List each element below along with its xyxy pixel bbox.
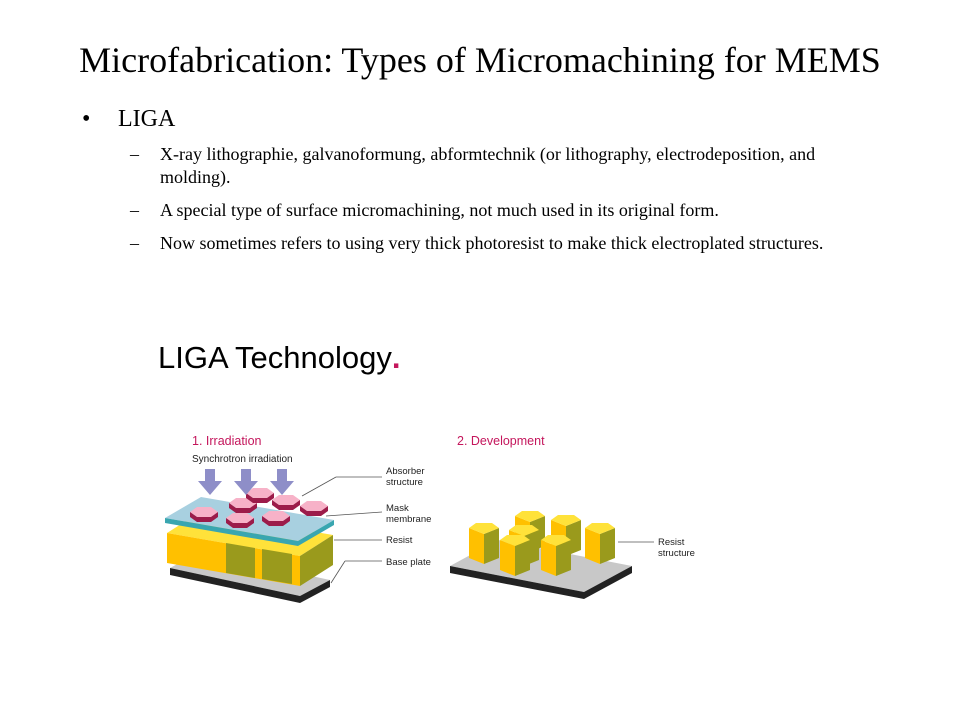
label-resist-structure-line: Resist <box>658 537 685 548</box>
label-base-plate: Base plate <box>386 557 431 568</box>
sub-bullet-text: A special type of surface micromachining, not much used in its original form. <box>160 200 719 220</box>
figure-heading-dot: . <box>391 340 401 375</box>
sub-bullet-dash: – <box>130 233 139 253</box>
label-second-line: structure <box>658 548 695 559</box>
figure-heading-text: LIGA Technology <box>158 340 392 375</box>
step1-subtitle: Synchrotron irradiation <box>192 454 293 465</box>
sub-bullet-text: X-ray lithographie, galvanoformung, abformtechnik (or lithography, electrodeposition, and molding). <box>160 144 816 187</box>
label-second-line: structure <box>386 477 423 488</box>
irradiation-arrows <box>198 469 294 495</box>
sub-bullet-dash: – <box>130 200 139 220</box>
label-absorber-line: Absorber <box>386 466 425 477</box>
label-resist-structure <box>658 537 695 559</box>
slide-title: Microfabrication: Types of Micromachining for MEMS <box>79 40 881 80</box>
sub-bullet-text: Now sometimes refers to using very thick photoresist to make thick electroplated structures. <box>160 233 824 253</box>
step1-title: 1. Irradiation <box>192 434 262 448</box>
step2-title: 2. Development <box>457 434 545 448</box>
label-resist: Resist <box>386 535 413 546</box>
bullet-text: LIGA <box>118 106 176 132</box>
label-second-line: membrane <box>386 514 432 525</box>
label-absorber-structure <box>386 466 427 488</box>
sub-bullet-dash: – <box>130 144 139 164</box>
step1-labels <box>386 466 431 568</box>
label-mask-membrane <box>386 503 431 525</box>
label-mask-line: Mask <box>386 503 409 514</box>
bullet-marker: • <box>82 106 91 132</box>
